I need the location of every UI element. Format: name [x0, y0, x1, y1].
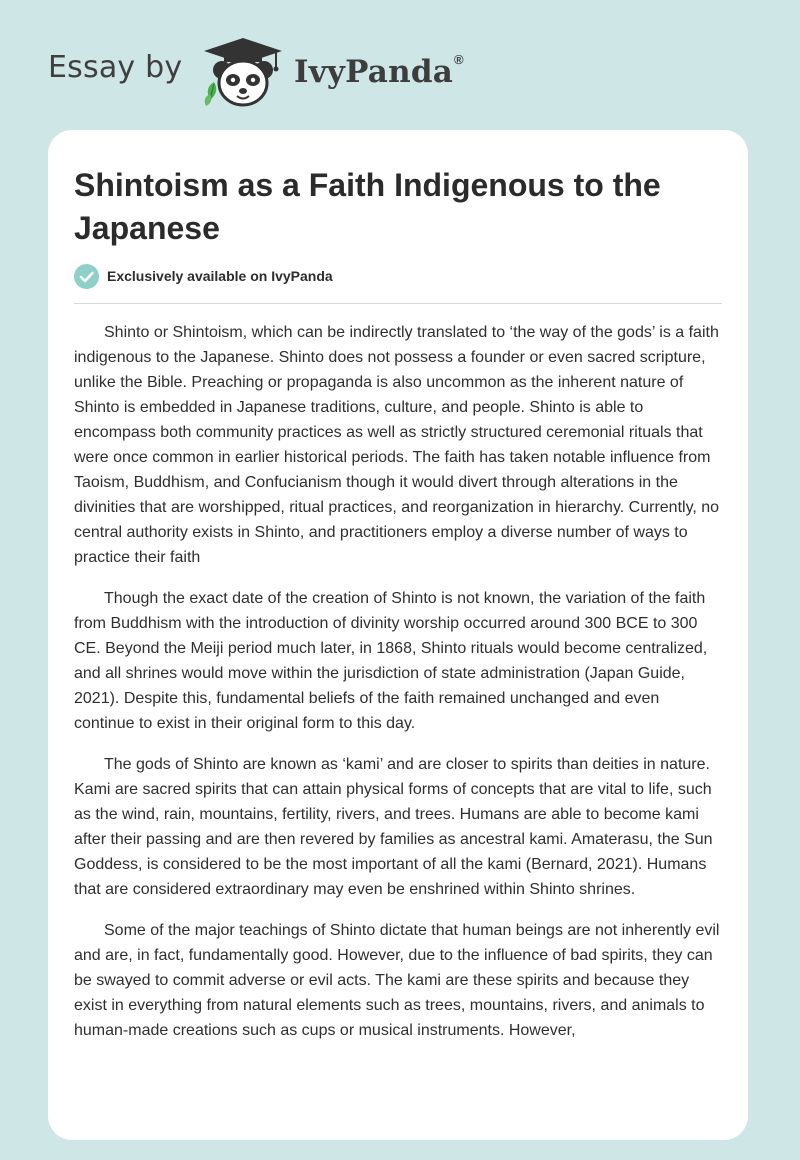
registered-mark: ®: [454, 52, 464, 67]
paragraph: The gods of Shinto are known as ‘kami’ and are closer to spirits than deities in nature. Kami are sacred spirits that can attain physical forms of concepts that are vital to life, such as the wind, rain, mountains, fertility, rivers, and trees. Humans are able to become kami after their passing and are then revered by families as ancestral kami. Amaterasu, the Sun Goddess, is considered to be the most important of all the kami (Bernard, 2021). Humans that are considered extraordinary may even be enshrined within Shinto shrines.: [74, 756, 713, 898]
brand-name[interactable]: IvyPanda®: [294, 52, 464, 90]
check-circle-icon: [74, 264, 99, 289]
paragraph: Shinto or Shintoism, which can be indirectly translated to ‘the way of the gods’ is a faith indigenous to the Japanese. Shinto does not possess a founder or even sacred scripture, unlike the Bible. Preaching or propaganda is also uncommon as the inherent nature of Shinto is embedded in Japanese traditions, culture, and people. Shinto is able to encompass both community practices as well as strictly structured ceremonial rituals that were once common in earlier historical periods. The faith has taken notable influence from Taoism, Buddhism, and Confucianism though it would divert through alterations in the divinities that are worshipped, ritual practices, and reorganization in hierarchy. Currently, no central authority exists in Shinto, and practitioners employ a diverse number of ways to practice their faith: [74, 324, 720, 566]
site-header: [48, 36, 508, 110]
paragraph: Some of the major teachings of Shinto dictate that human beings are not inherently evil and are, in fact, fundamentally good. However, due to the influence of bad spirits, they can be swayed to commit adverse or evil acts. The kami are these spirits and because they exist in everything from natural elements such as trees, mountains, rivers, and animals to human-made creations such as cups or musical instruments. However,: [74, 922, 720, 1039]
divider: [74, 303, 722, 304]
exclusive-badge: [74, 264, 474, 290]
essay-by-label: Essay by: [48, 50, 183, 85]
panda-graduate-icon[interactable]: [200, 36, 286, 110]
essay-card: [48, 130, 748, 1140]
paragraph: Though the exact date of the creation of Shinto is not known, the variation of the faith from Buddhism with the introduction of divinity worship occurred around 300 BCE to 300 CE. Beyond the Meiji period much later, in 1868, Shinto rituals would become centralized, and all shrines would move within the jurisdiction of state administration (Japan Guide, 2021). Despite this, fundamental beliefs of the faith remained unchanged and even continue to exist in their original form to this day.: [74, 590, 708, 732]
essay-title: Shintoism as a Faith Indigenous to the Japanese: [74, 167, 661, 246]
exclusive-badge-label: Exclusively available on IvyPanda: [107, 268, 333, 284]
essay-body: [74, 320, 724, 1059]
